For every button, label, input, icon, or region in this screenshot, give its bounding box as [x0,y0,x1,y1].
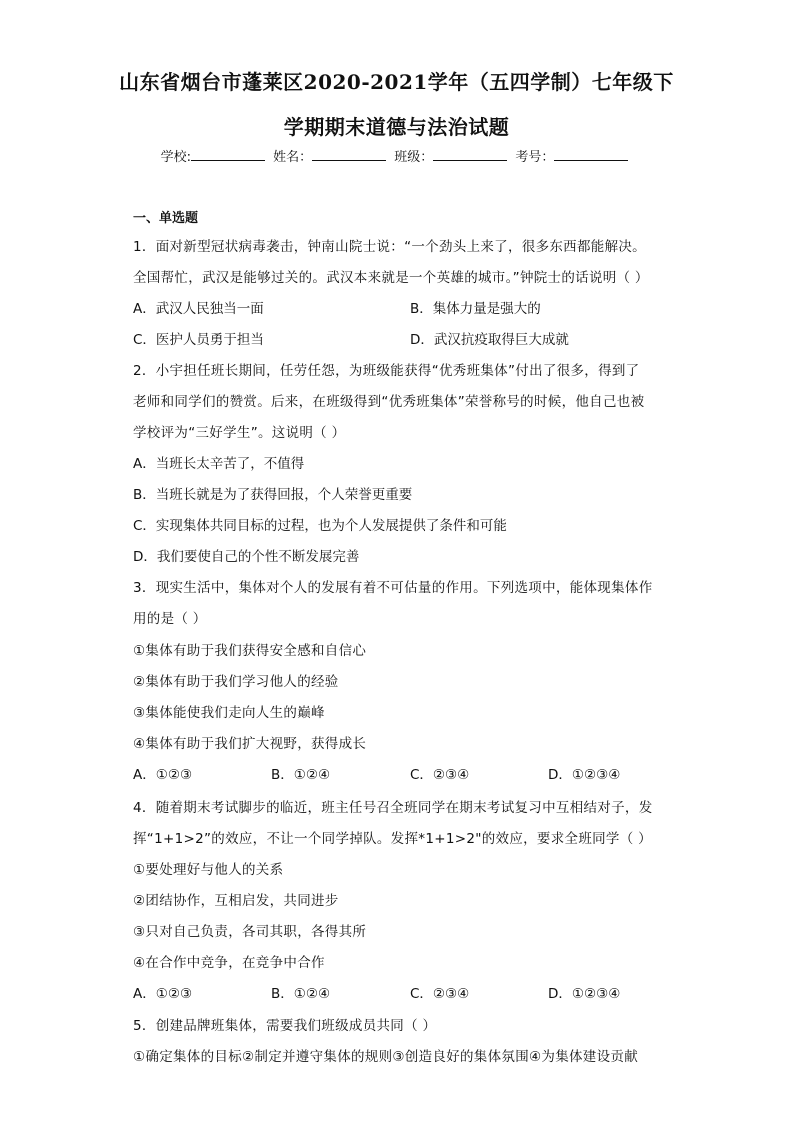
name-blank[interactable] [312,148,386,161]
q2-stem-line2: 老师和同学们的赞赏。后来，在班级得到“优秀班集体”荣誉称号的时候，他自己也被 [133,394,645,410]
q4-stem-line1: 4．随着期末考试脚步的临近，班主任号召全班同学在期末考试复习中互相结对子，发 [133,800,653,816]
q3-option-a[interactable]: A．①②③ [133,767,193,783]
q4-option-c[interactable]: C．②③④ [410,986,470,1002]
q4-statement-3: ③只对自己负责，各司其职，各得其所 [133,924,367,940]
q2-stem-line1: 2．小宇担任班长期间，任劳任怨，为班级能获得“优秀班集体”付出了很多，得到了 [133,363,640,379]
q2-option-c[interactable]: C．实现集体共同目标的过程，也为个人发展提供了条件和可能 [133,518,507,534]
q1-option-b[interactable]: B．集体力量是强大的 [410,301,541,317]
number-blank[interactable] [554,148,628,161]
student-info-row [0,146,793,165]
q3-statement-2: ②集体有助于我们学习他人的经验 [133,674,339,690]
name-label: 姓名： [273,150,313,165]
q3-statement-4: ④集体有助于我们扩大视野，获得成长 [133,736,367,752]
q3-stem-line2: 用的是（ ） [133,611,207,627]
q1-option-d[interactable]: D．武汉抗疫取得巨大成就 [410,332,569,348]
class-label: 班级： [394,150,434,165]
q3-option-d[interactable]: D．①②③④ [548,767,621,783]
q3-option-c[interactable]: C．②③④ [410,767,470,783]
school-blank[interactable] [191,148,265,161]
section-title: 一、单选题 [133,211,199,226]
q4-option-b[interactable]: B．①②④ [271,986,331,1002]
q3-statement-1: ①集体有助于我们获得安全感和自信心 [133,643,367,659]
q1-option-c[interactable]: C．医护人员勇于担当 [133,332,264,348]
q4-stem-line2: 挥“1+1>2”的效应，不让一个同学掉队。发挥*1+1>2"的效应，要求全班同学（ ） [133,831,652,847]
q4-option-d[interactable]: D．①②③④ [548,986,621,1002]
class-blank[interactable] [433,148,507,161]
q1-option-a[interactable]: A．武汉人民独当一面 [133,301,264,317]
q3-statement-3: ③集体能使我们走向人生的巅峰 [133,705,325,721]
q4-statement-1: ①要处理好与他人的关系 [133,862,284,878]
exam-title-line1: 山东省烟台市蓬莱区2020-2021学年（五四学制）七年级下 [119,70,674,94]
q2-option-b[interactable]: B．当班长就是为了获得回报，个人荣誉更重要 [133,487,413,503]
q2-stem-line3: 学校评为“三好学生”。这说明（ ） [133,425,346,441]
q4-option-a[interactable]: A．①②③ [133,986,193,1002]
number-label: 考号： [515,150,555,165]
q4-statement-2: ②团结协作，互相启发，共同进步 [133,893,339,909]
q3-option-b[interactable]: B．①②④ [271,767,331,783]
exam-title-line2: 学期期末道德与法治试题 [283,115,510,139]
school-label: 学校: [160,150,191,165]
q2-option-d[interactable]: D．我们要使自己的个性不断发展完善 [133,549,360,565]
q1-stem-line2: 全国帮忙，武汉是能够过关的。武汉本来就是一个英雄的城市。”钟院士的话说明（ ） [133,270,649,286]
q4-statement-4: ④在合作中竞争，在竞争中合作 [133,955,325,971]
q3-stem-line1: 3．现实生活中，集体对个人的发展有着不可估量的作用。下列选项中，能体现集体作 [133,580,653,596]
q5-stem-line2: ①确定集体的目标②制定并遵守集体的规则③创造良好的集体氛围④为集体建设贡献 [133,1049,639,1065]
q5-stem-line1: 5．创建品牌班集体，需要我们班级成员共同（ ） [133,1018,437,1034]
q2-option-a[interactable]: A．当班长太辛苦了，不值得 [133,456,305,472]
q1-stem-line1: 1．面对新型冠状病毒袭击，钟南山院士说：“一个劲头上来了，很多东西都能解决。 [133,239,646,255]
